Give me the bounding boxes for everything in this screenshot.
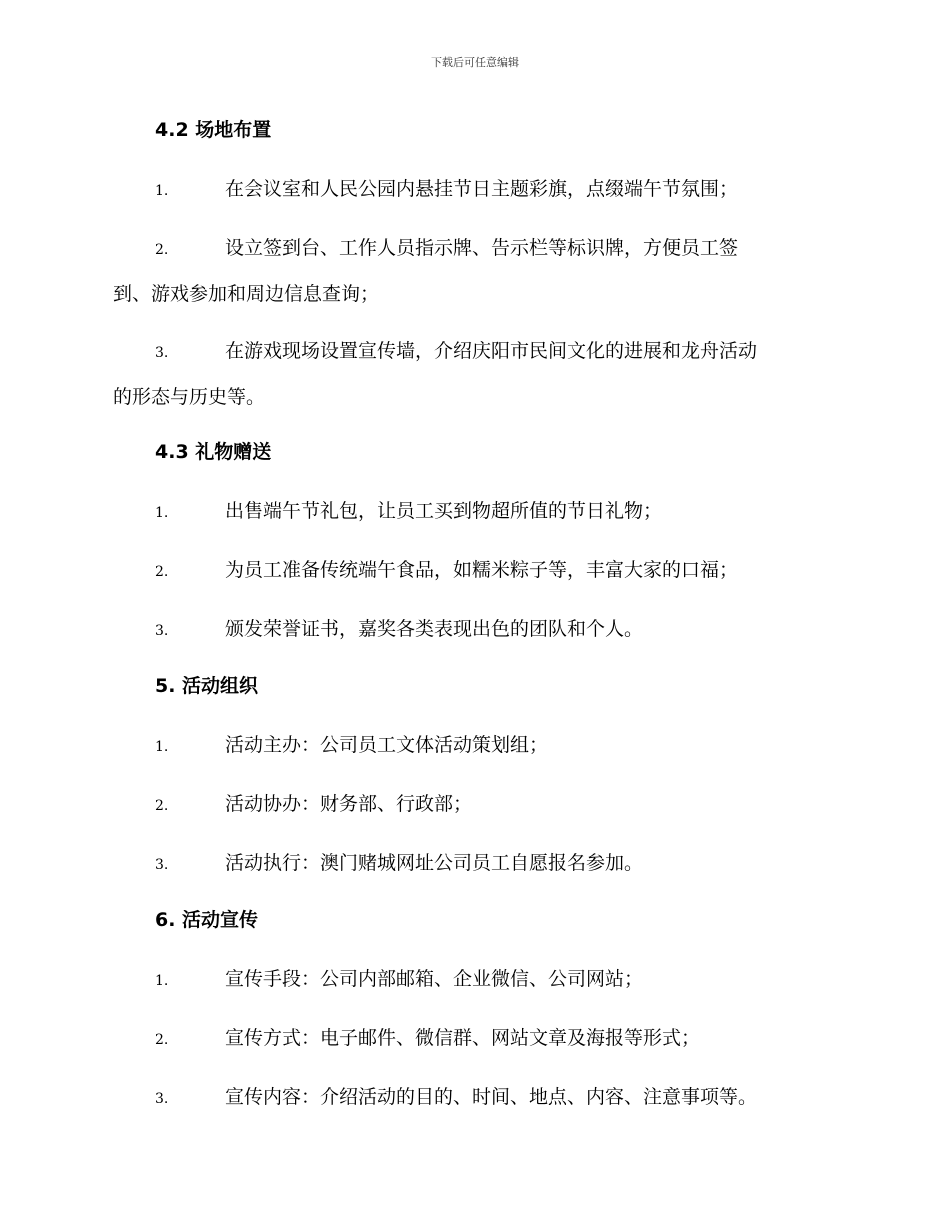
item-number: 3.	[155, 1091, 169, 1107]
item-number: 1.	[155, 739, 169, 755]
item-number: 2.	[155, 1032, 169, 1048]
list-item	[113, 226, 838, 316]
item-number: 2.	[155, 242, 169, 258]
item-text: 设立签到台、工作人员指示牌、告示栏等标识牌，方便员工签	[225, 237, 739, 259]
item-number: 3.	[155, 345, 169, 361]
item-number: 2.	[155, 564, 169, 580]
list-item	[113, 1075, 838, 1121]
section-heading: 4.2 场地布置	[155, 119, 272, 141]
list-item	[113, 489, 838, 535]
item-text: 为员工准备传统端午食品，如糯米粽子等，丰富大家的口福；	[225, 559, 739, 581]
list-item	[113, 841, 838, 887]
item-text: 在会议室和人民公园内悬挂节日主题彩旗，点缀端午节氛围；	[225, 178, 739, 200]
item-text: 宣传内容：介绍活动的目的、时间、地点、内容、注意事项等。	[225, 1086, 758, 1108]
list-item	[113, 607, 838, 653]
item-text: 活动主办：公司员工文体活动策划组；	[225, 734, 549, 756]
list-item	[113, 329, 838, 419]
document-body	[113, 110, 838, 1121]
item-number: 1.	[155, 505, 169, 521]
item-text: 活动执行：澳门赌城网址公司员工自愿报名参加。	[225, 852, 644, 874]
section-heading: 6. 活动宣传	[155, 909, 259, 931]
item-number: 1.	[155, 973, 169, 989]
item-text: 颁发荣誉证书，嘉奖各类表现出色的团队和个人。	[225, 618, 644, 640]
item-number: 1.	[155, 183, 169, 199]
list-item	[113, 167, 838, 213]
item-number: 3.	[155, 623, 169, 639]
item-number: 3.	[155, 857, 169, 873]
list-item	[113, 723, 838, 769]
page-header: 下载后可任意编辑	[431, 56, 519, 69]
item-text: 出售端午节礼包，让员工买到物超所值的节日礼物；	[225, 500, 663, 522]
item-text-continued: 到、游戏参加和周边信息查询；	[113, 283, 380, 305]
section-heading: 4.3 礼物赠送	[155, 441, 272, 463]
item-number: 2.	[155, 798, 169, 814]
list-item	[113, 782, 838, 828]
item-text-continued: 的形态与历史等。	[113, 386, 266, 408]
list-item	[113, 957, 838, 1003]
item-text: 宣传手段：公司内部邮箱、企业微信、公司网站；	[225, 968, 644, 990]
section-heading: 5. 活动组织	[155, 675, 259, 697]
item-text: 活动协办：财务部、行政部；	[225, 793, 473, 815]
list-item	[113, 548, 838, 594]
item-text: 宣传方式：电子邮件、微信群、网站文章及海报等形式；	[225, 1027, 701, 1049]
item-text: 在游戏现场设置宣传墙，介绍庆阳市民间文化的进展和龙舟活动	[225, 340, 758, 362]
list-item	[113, 1016, 838, 1062]
